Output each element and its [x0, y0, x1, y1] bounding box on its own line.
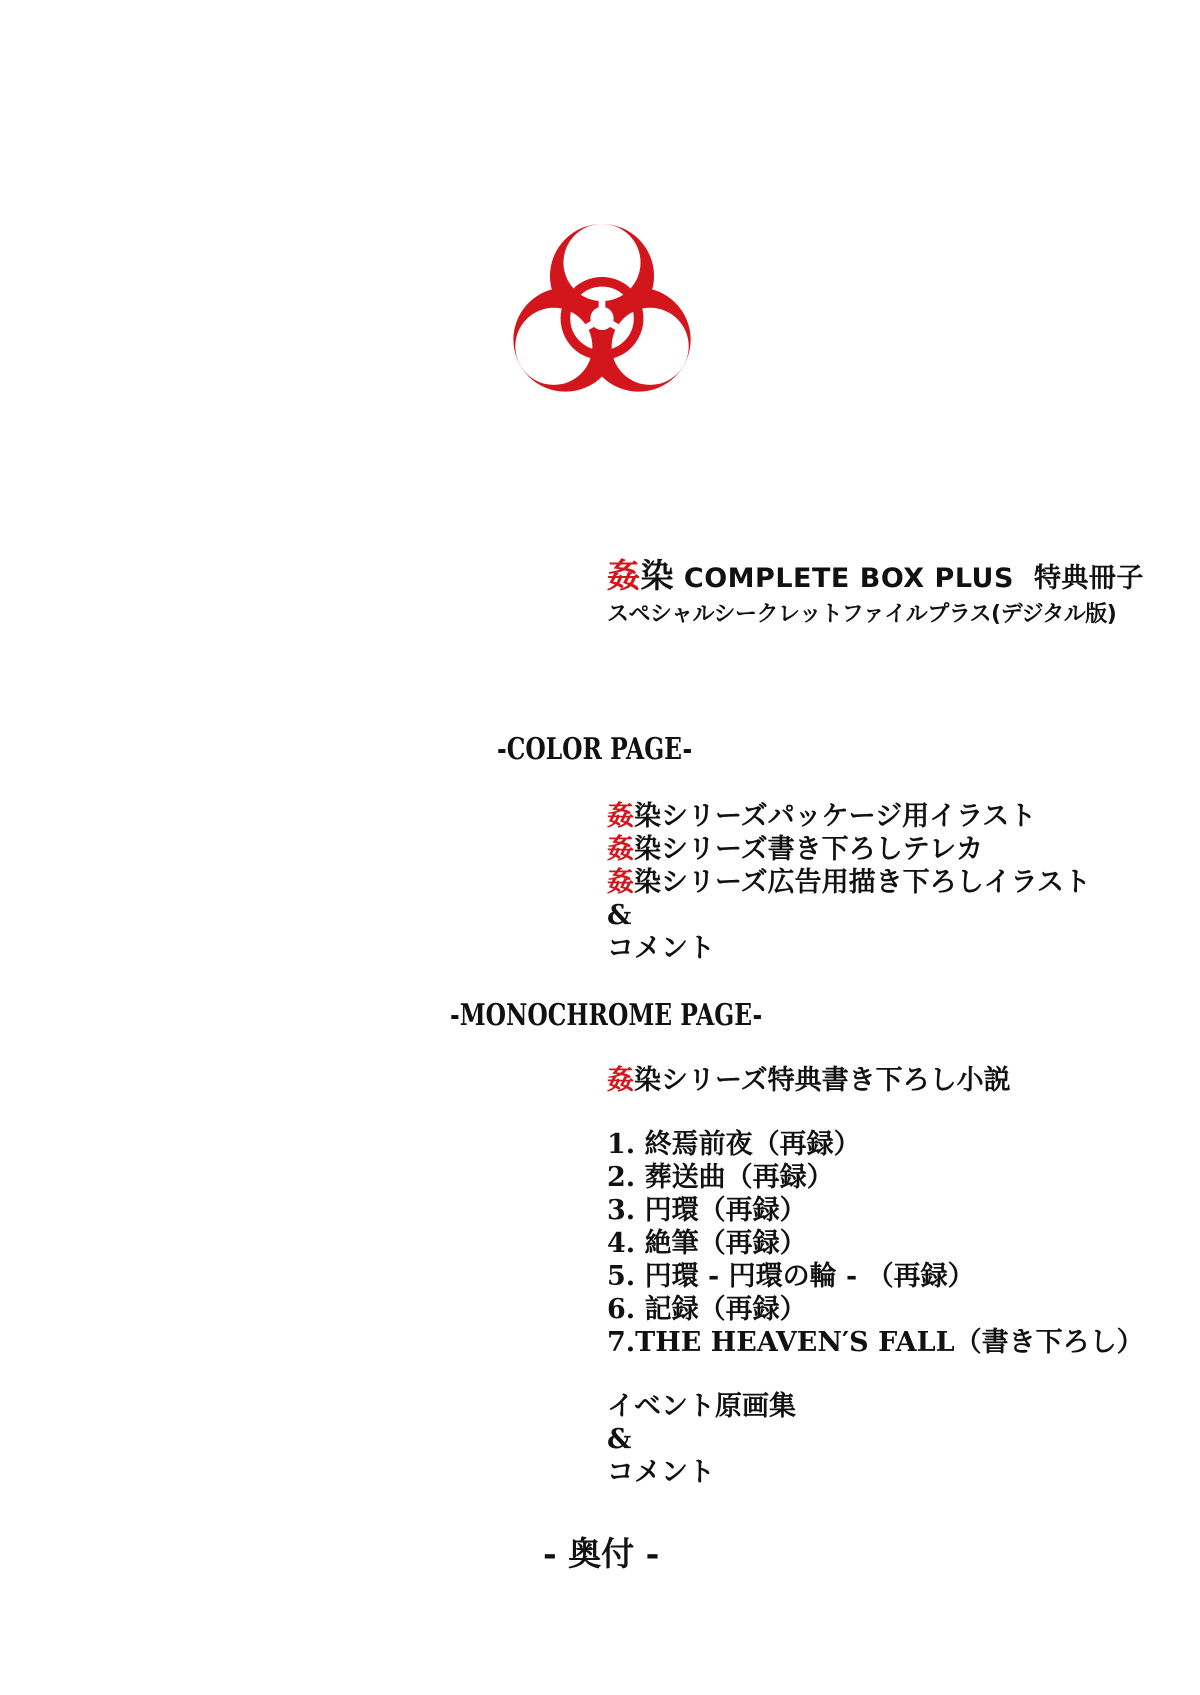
title-block: [607, 556, 1144, 631]
story-item: 4. 絶筆（再録）: [607, 1228, 807, 1259]
book-title: [607, 556, 1144, 596]
list-item: 姦染シリーズパッケージ用イラスト: [607, 801, 1037, 832]
monochrome-page-heading: -MONOCHROME PAGE-: [450, 998, 763, 1033]
color-page-heading: -COLOR PAGE-: [497, 732, 693, 767]
list-item: &: [607, 1424, 632, 1455]
title-extra: 特典冊子: [1033, 563, 1144, 594]
biohazard-icon: [496, 202, 708, 430]
novel-heading: 姦染シリーズ特典書き下ろし小説: [607, 1065, 1011, 1096]
list-item: コメント: [607, 933, 715, 964]
list-item: コメント: [607, 1457, 715, 1488]
list-item: 姦染シリーズ書き下ろしテレカ: [607, 834, 984, 865]
story-item: 3. 円環（再録）: [607, 1195, 807, 1226]
list-item: &: [607, 900, 632, 931]
title-en: COMPLETE BOX PLUS: [683, 563, 1014, 594]
list-item: 姦染シリーズ広告用描き下ろしイラスト: [607, 867, 1091, 898]
monochrome-page-list: [607, 1064, 1144, 1489]
story-item: 7.THE HEAVEN′S FALL（書き下ろし）: [607, 1327, 1144, 1358]
story-item: 5. 円環 - 円環の輪 - （再録）: [607, 1261, 975, 1292]
story-item: 2. 葬送曲（再録）: [607, 1162, 834, 1193]
book-subtitle: スペシャルシークレットファイルプラス(デジタル版): [607, 602, 1117, 627]
title-kanji: 染: [640, 556, 674, 595]
color-page-list: [607, 800, 1091, 965]
title-kanji-red: 姦: [607, 556, 641, 595]
list-item: イベント原画集: [607, 1391, 796, 1422]
colophon-heading: - 奥付 -: [543, 1534, 660, 1573]
story-item: 1. 終焉前夜（再録）: [607, 1129, 861, 1160]
story-item: 6. 記録（再録）: [607, 1294, 807, 1325]
